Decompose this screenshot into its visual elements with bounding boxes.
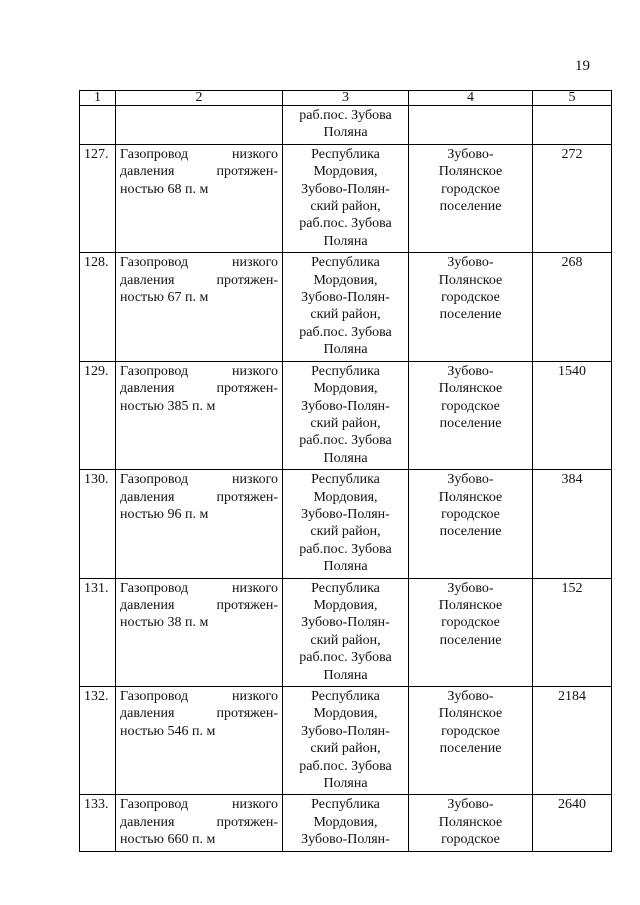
- table-row: [80, 470, 612, 578]
- address-cell: [283, 687, 409, 795]
- row-number-cell: [80, 106, 116, 145]
- address-cell: [283, 578, 409, 686]
- address-line: раб.пос. Зубова: [299, 433, 392, 449]
- column-header: 4: [409, 91, 533, 106]
- address-line: раб.пос. Зубова: [299, 216, 392, 232]
- owner-cell: [409, 253, 533, 361]
- row-number-cell: 129.: [80, 361, 116, 469]
- address-line: ский район,: [310, 307, 381, 323]
- address-line: Мордовия,: [313, 597, 378, 613]
- owner-line: Зубово-: [447, 255, 494, 271]
- address-line: ский район,: [310, 415, 381, 431]
- address-line: Зубово-Полян-: [301, 506, 390, 522]
- address-line: Республика: [311, 255, 380, 271]
- address-cell: [283, 106, 409, 145]
- address-cell: [283, 795, 409, 851]
- owner-line: Полянское: [438, 706, 503, 722]
- row-number-cell: 132.: [80, 687, 116, 795]
- address-line: Поляна: [323, 667, 368, 683]
- owner-cell: [409, 144, 533, 252]
- address-cell: [283, 253, 409, 361]
- address-line: Поляна: [323, 450, 368, 466]
- address-line: Мордовия,: [313, 814, 378, 830]
- owner-cell: [409, 687, 533, 795]
- owner-line: городское: [441, 615, 500, 631]
- object-name-cell: [116, 253, 283, 361]
- row-number-cell: 131.: [80, 578, 116, 686]
- address-line: Зубово-Полян-: [301, 181, 390, 197]
- address-line: ский район,: [310, 632, 381, 648]
- object-name-cell: [116, 578, 283, 686]
- address-line: Республика: [311, 363, 380, 379]
- object-name-cell: [116, 470, 283, 578]
- object-name-line: Газопровод низкого: [120, 146, 278, 162]
- registry-table: [79, 90, 612, 852]
- table-body: [80, 106, 612, 852]
- quantity-cell: [533, 106, 612, 145]
- object-name-line: давления протяжен-: [120, 489, 278, 505]
- owner-line: Зубово-: [447, 580, 494, 596]
- column-header: 1: [80, 91, 116, 106]
- object-name-cell: [116, 106, 283, 145]
- address-line: Республика: [311, 146, 380, 162]
- address-line: раб.пос. Зубова: [299, 758, 392, 774]
- address-line: раб.пос. Зубова: [299, 108, 392, 123]
- address-line: Республика: [311, 797, 380, 813]
- owner-cell: [409, 578, 533, 686]
- object-name-line: давления протяжен-: [120, 597, 278, 613]
- owner-line: Полянское: [438, 814, 503, 830]
- owner-cell: [409, 795, 533, 851]
- address-cell: [283, 361, 409, 469]
- address-line: раб.пос. Зубова: [299, 324, 392, 340]
- table-row: [80, 361, 612, 469]
- owner-line: Зубово-: [447, 689, 494, 704]
- object-name-line: давления протяжен-: [120, 381, 278, 397]
- object-name-cell: [116, 795, 283, 851]
- owner-line: Полянское: [438, 272, 503, 288]
- owner-line: Зубово-: [447, 146, 494, 162]
- object-name-cell: [116, 687, 283, 795]
- owner-line: поселение: [439, 415, 502, 431]
- object-name-line: Газопровод низкого: [120, 580, 278, 596]
- address-line: ский район,: [310, 524, 381, 540]
- object-name-line: ностью 385 п. м: [120, 398, 216, 414]
- address-line: Поляна: [323, 125, 368, 141]
- owner-line: поселение: [439, 741, 502, 757]
- owner-line: поселение: [439, 307, 502, 323]
- object-name-line: ностью 38 п. м: [120, 615, 209, 631]
- address-line: Мордовия,: [313, 489, 378, 505]
- owner-cell: [409, 470, 533, 578]
- address-line: Поляна: [323, 776, 368, 792]
- table-row: [80, 795, 612, 851]
- address-line: Зубово-Полян-: [301, 832, 390, 848]
- table-row: [80, 144, 612, 252]
- owner-line: городское: [441, 181, 500, 197]
- object-name-line: Газопровод низкого: [120, 797, 278, 813]
- table-row: [80, 687, 612, 795]
- owner-line: Полянское: [438, 164, 503, 180]
- column-header: 2: [116, 91, 283, 106]
- owner-line: Зубово-: [447, 797, 494, 813]
- address-line: раб.пос. Зубова: [299, 650, 392, 666]
- address-line: Поляна: [323, 342, 368, 358]
- address-line: Мордовия,: [313, 272, 378, 288]
- owner-line: поселение: [439, 632, 502, 648]
- address-cell: [283, 470, 409, 578]
- page-number: 19: [575, 58, 590, 74]
- address-line: Мордовия,: [313, 706, 378, 722]
- address-line: Мордовия,: [313, 164, 378, 180]
- owner-line: Зубово-: [447, 363, 494, 379]
- address-cell: [283, 144, 409, 252]
- quantity-cell: 2184: [533, 687, 612, 795]
- object-name-line: ностью 660 п. м: [120, 832, 216, 848]
- object-name-line: Газопровод низкого: [120, 363, 278, 379]
- row-number-cell: 133.: [80, 795, 116, 851]
- address-line: Зубово-Полян-: [301, 290, 390, 306]
- address-line: Зубово-Полян-: [301, 615, 390, 631]
- quantity-cell: 272: [533, 144, 612, 252]
- address-line: Поляна: [323, 559, 368, 575]
- owner-line: городское: [441, 506, 500, 522]
- continuation-row: [80, 106, 612, 145]
- owner-line: городское: [441, 290, 500, 306]
- quantity-cell: 2640: [533, 795, 612, 851]
- object-name-line: давления протяжен-: [120, 706, 278, 722]
- address-line: Зубово-Полян-: [301, 398, 390, 414]
- object-name-line: Газопровод низкого: [120, 255, 278, 271]
- address-line: Республика: [311, 689, 380, 704]
- address-line: ский район,: [310, 199, 381, 215]
- row-number-cell: 130.: [80, 470, 116, 578]
- object-name-cell: [116, 361, 283, 469]
- object-name-line: ностью 96 п. м: [120, 506, 209, 522]
- object-name-line: ностью 546 п. м: [120, 723, 216, 739]
- owner-line: городское: [441, 723, 500, 739]
- object-name-line: Газопровод низкого: [120, 472, 278, 488]
- quantity-cell: 152: [533, 578, 612, 686]
- object-name-line: Газопровод низкого: [120, 689, 278, 704]
- owner-line: поселение: [439, 524, 502, 540]
- table-header: [80, 91, 612, 106]
- column-header: 5: [533, 91, 612, 106]
- address-line: Республика: [311, 472, 380, 488]
- quantity-cell: 384: [533, 470, 612, 578]
- address-line: Мордовия,: [313, 381, 378, 397]
- address-line: раб.пос. Зубова: [299, 541, 392, 557]
- owner-line: поселение: [439, 199, 502, 215]
- owner-line: Зубово-: [447, 472, 494, 488]
- object-name-cell: [116, 144, 283, 252]
- address-line: Республика: [311, 580, 380, 596]
- owner-line: городское: [441, 832, 500, 848]
- object-name-line: давления протяжен-: [120, 164, 278, 180]
- owner-line: Полянское: [438, 489, 503, 505]
- object-name-line: ностью 68 п. м: [120, 181, 209, 197]
- object-name-line: ностью 67 п. м: [120, 290, 209, 306]
- address-line: Поляна: [323, 233, 368, 249]
- table-row: [80, 578, 612, 686]
- address-line: Зубово-Полян-: [301, 723, 390, 739]
- address-line: ский район,: [310, 741, 381, 757]
- owner-cell: [409, 106, 533, 145]
- object-name-line: давления протяжен-: [120, 814, 278, 830]
- owner-line: Полянское: [438, 597, 503, 613]
- quantity-cell: 268: [533, 253, 612, 361]
- column-header: 3: [283, 91, 409, 106]
- owner-line: Полянское: [438, 381, 503, 397]
- row-number-cell: 128.: [80, 253, 116, 361]
- table-row: [80, 253, 612, 361]
- owner-cell: [409, 361, 533, 469]
- row-number-cell: 127.: [80, 144, 116, 252]
- object-name-line: давления протяжен-: [120, 272, 278, 288]
- quantity-cell: 1540: [533, 361, 612, 469]
- owner-line: городское: [441, 398, 500, 414]
